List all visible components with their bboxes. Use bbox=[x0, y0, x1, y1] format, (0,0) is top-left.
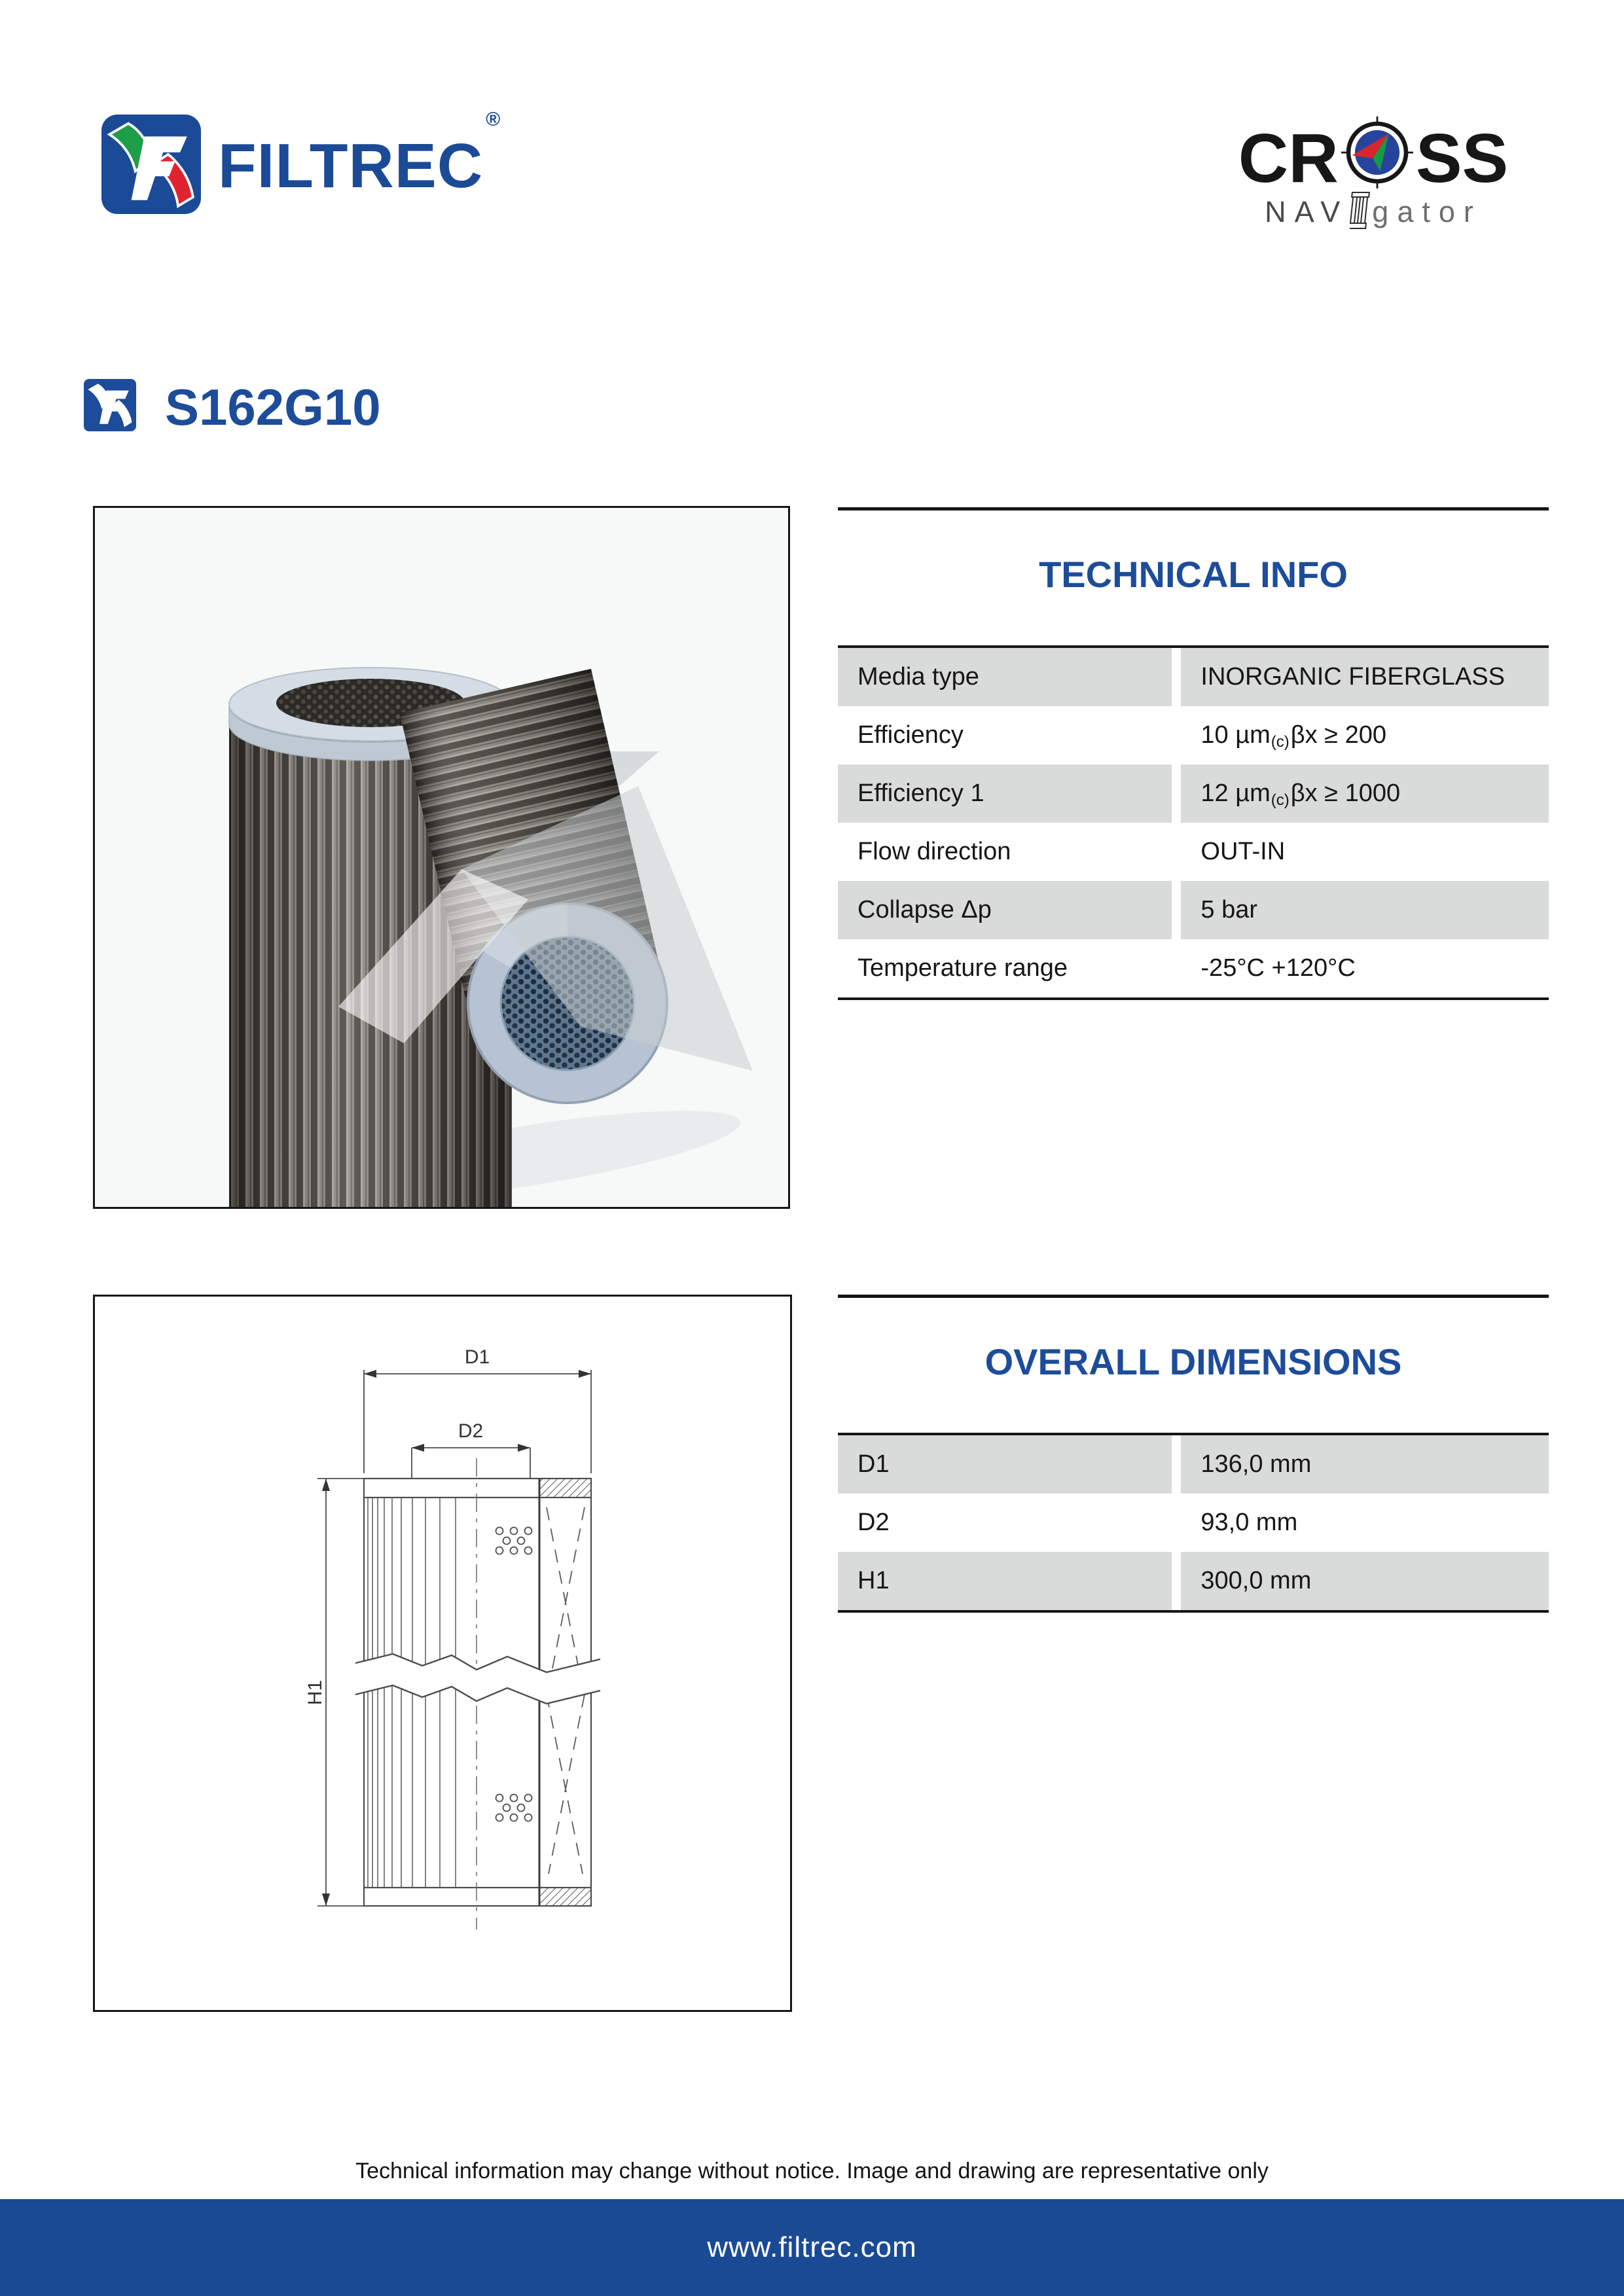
registered-mark: ® bbox=[486, 108, 501, 130]
drawing-label-d2: D2 bbox=[458, 1420, 484, 1442]
table-row bbox=[838, 939, 1549, 997]
row-value: -25°C +120°C bbox=[1200, 954, 1356, 982]
product-code: S162G10 bbox=[165, 378, 381, 436]
navigator-wordmark bbox=[1229, 190, 1517, 233]
section-rule bbox=[838, 1295, 1549, 1298]
table-row bbox=[838, 1494, 1549, 1552]
row-label: D2 bbox=[857, 1509, 890, 1536]
product-title bbox=[84, 377, 381, 437]
row-label: Temperature range bbox=[857, 954, 1068, 982]
hole-cluster-top bbox=[496, 1528, 532, 1554]
technical-info-section bbox=[838, 507, 1549, 1000]
disclaimer-text: Technical information may change without notice. Image and drawing are representative only bbox=[355, 2159, 1269, 2183]
table-row bbox=[838, 648, 1549, 706]
filtrec-f-mark-icon bbox=[101, 115, 201, 217]
filtrec-logo bbox=[101, 108, 501, 217]
row-value: OUT-IN bbox=[1200, 838, 1286, 865]
filtrec-wordmark: FILTREC bbox=[218, 130, 484, 201]
row-label: Efficiency bbox=[857, 721, 964, 749]
table-row bbox=[838, 823, 1549, 881]
row-label: Efficiency 1 bbox=[838, 764, 1172, 823]
row-label: Flow direction bbox=[857, 838, 1011, 865]
row-value: 300,0 mm bbox=[1181, 1552, 1549, 1610]
table-row bbox=[838, 881, 1549, 939]
product-photo bbox=[93, 506, 790, 1209]
cross-text-cr: CR bbox=[1238, 119, 1339, 197]
cross-navigator-logo bbox=[1229, 117, 1517, 233]
row-value: 93,0 mm bbox=[1200, 1509, 1298, 1536]
nav-text: NAV bbox=[1265, 195, 1349, 228]
drawing-label-d1: D1 bbox=[464, 1346, 490, 1368]
row-value: 5 bar bbox=[1181, 881, 1549, 939]
row-value: 10 µm $_{(c)}$ βx ≥ 200 bbox=[1200, 721, 1386, 751]
technical-info-title: TECHNICAL INFO bbox=[1039, 554, 1348, 595]
compass-icon bbox=[1339, 117, 1416, 200]
dimension-drawing-image bbox=[95, 1297, 790, 2010]
table-row bbox=[838, 764, 1549, 823]
website-link[interactable]: www.filtrec.com bbox=[707, 2231, 917, 2263]
drawing-label-h1: H1 bbox=[304, 1679, 326, 1706]
row-value: 136,0 mm bbox=[1181, 1435, 1549, 1494]
row-value: INORGANIC FIBERGLASS bbox=[1181, 648, 1549, 706]
row-label: D1 bbox=[838, 1435, 1172, 1494]
cross-wordmark bbox=[1229, 117, 1517, 200]
row-label: Collapse Δp bbox=[838, 881, 1172, 939]
footer-bar bbox=[0, 2199, 1624, 2296]
overall-dimensions-section bbox=[838, 1295, 1549, 1613]
product-photo-image bbox=[95, 508, 788, 1207]
table-row bbox=[838, 1552, 1549, 1610]
column-icon bbox=[1348, 190, 1372, 233]
section-rule bbox=[838, 507, 1549, 511]
hole-cluster-bottom bbox=[496, 1795, 532, 1821]
cross-text-ss: SS bbox=[1415, 119, 1509, 197]
row-label: H1 bbox=[838, 1552, 1172, 1610]
gator-text: gator bbox=[1372, 195, 1482, 228]
row-value: 12 µm $_{(c)}$ βx ≥ 1000 bbox=[1181, 764, 1549, 823]
table-row bbox=[838, 706, 1549, 764]
dimension-drawing bbox=[93, 1295, 792, 2012]
overall-dimensions-table bbox=[838, 1433, 1549, 1613]
row-label: Media type bbox=[838, 648, 1172, 706]
table-row bbox=[838, 1435, 1549, 1494]
technical-info-table bbox=[838, 645, 1549, 1000]
product-mark-icon bbox=[84, 377, 136, 437]
overall-dimensions-title: OVERALL DIMENSIONS bbox=[984, 1341, 1402, 1382]
